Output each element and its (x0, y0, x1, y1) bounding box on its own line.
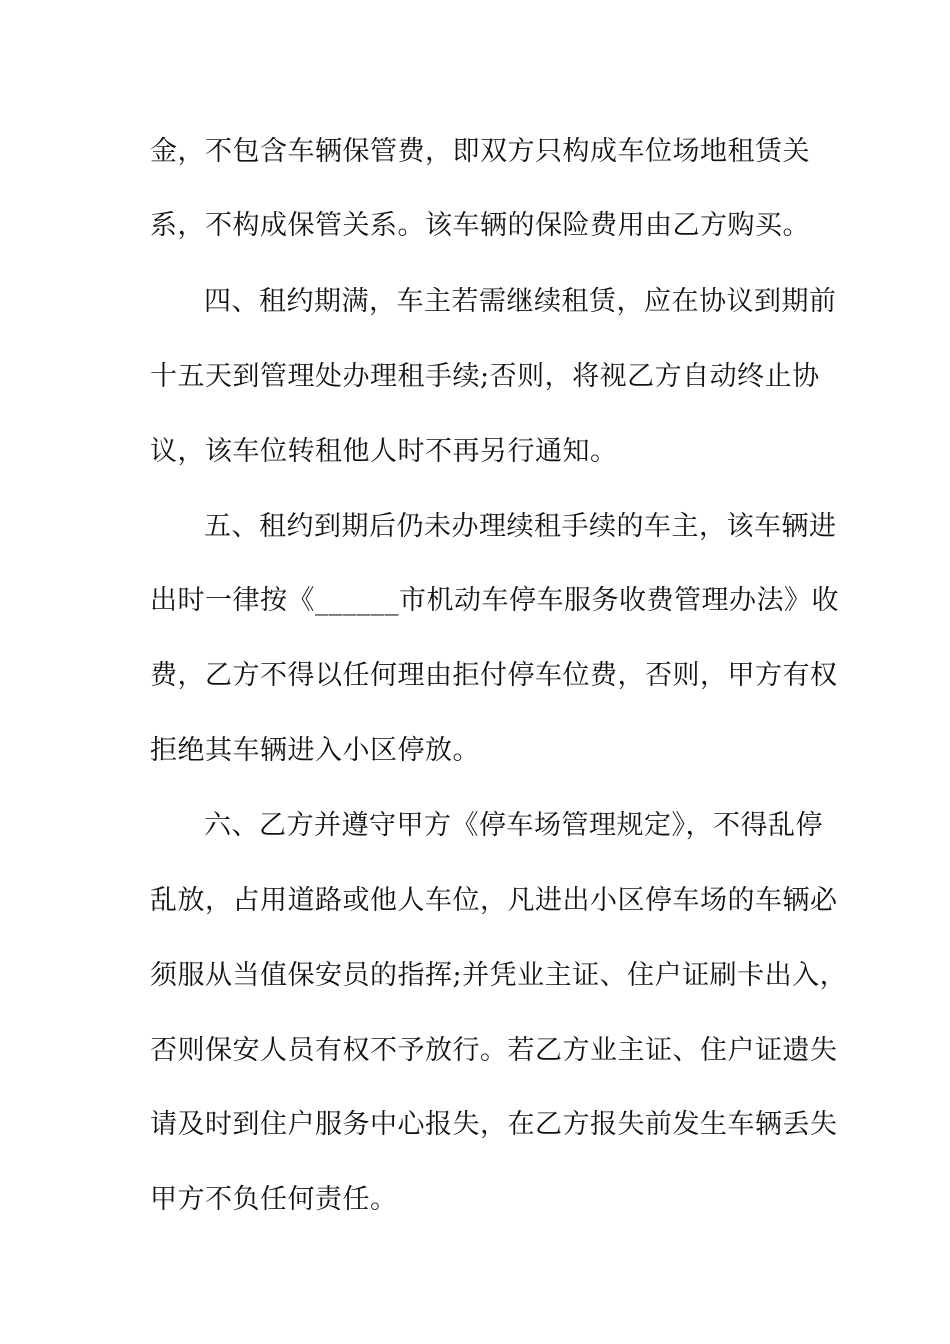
paragraph-6-line-4: 否则保安人员有权不予放行。若乙方业主证、住户证遗失 (150, 1035, 838, 1066)
paragraph-4-line-3: 议，该车位转租他人时不再另行通知。 (150, 436, 618, 467)
paragraph-6-line-3: 须服从当值保安员的指挥;并凭业主证、住户证刷卡出入， (150, 960, 848, 991)
paragraph-6-line-1: 六、乙方并遵守甲方《停车场管理规定》，不得乱停 (204, 810, 823, 841)
paragraph-5-line-3: 费，乙方不得以任何理由拒付停车位费，否则，甲方有权 (150, 660, 838, 691)
paragraph-6-line-2: 乱放，占用道路或他人车位，凡进出小区停车场的车辆必 (150, 885, 838, 916)
text-line-1: 金，不包含车辆保管费，即双方只构成车位场地租赁关 (150, 136, 810, 167)
paragraph-6-line-5: 请及时到住户服务中心报失，在乙方报失前发生车辆丢失 (150, 1109, 838, 1140)
paragraph-4-line-2: 十五天到管理处办理租手续;否则，将视乙方自动终止协 (150, 361, 820, 392)
paragraph-5-line-1: 五、租约到期后仍未办理续租手续的车主，该车辆进 (204, 511, 837, 542)
text-line-2: 系，不构成保管关系。该车辆的保险费用由乙方购买。 (150, 210, 810, 241)
paragraph-5-line-4: 拒绝其车辆进入小区停放。 (150, 735, 480, 766)
paragraph-5-line-2: 出时一律按《______市机动车停车服务收费管理办法》收 (150, 585, 839, 616)
paragraph-6-line-6: 甲方不负任何责任。 (150, 1184, 398, 1215)
paragraph-4-line-1: 四、租约期满，车主若需继续租赁，应在协议到期前 (204, 286, 837, 317)
